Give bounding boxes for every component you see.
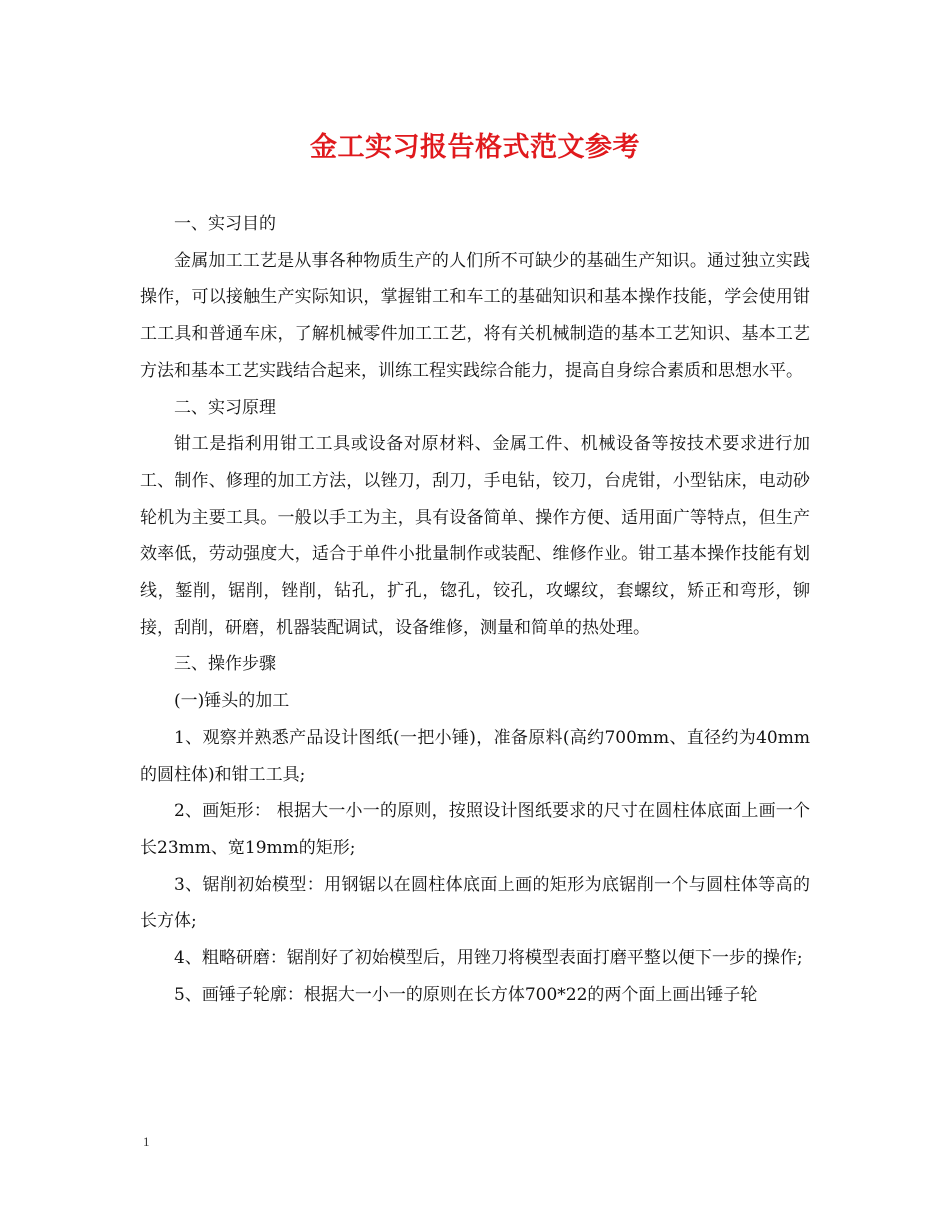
document-body bbox=[140, 206, 810, 1013]
document-title: 金工实习报告格式范文参考 bbox=[310, 132, 640, 163]
step-4: 4、粗略研磨：锯削好了初始模型后，用锉刀将模型表面打磨平整以便下一步的操作; bbox=[174, 948, 803, 969]
paragraph-principle: 钳工是指利用钳工工具或设备对原材料、金属工件、机械设备等按技术要求进行加工、制作、修理的加工方法，以锉刀，刮刀，手电钻，铰刀，台虎钳，小型钻床，电动砂轮机为主要工具。一般以手工为主，具有设备简单、操作方便、适用面广等特点，但生产效率低，劳动强度大，适合于单件小批量制作或装配、维修作业。钳工基本操作技能有划线，錾削，锯削，锉削，钻孔，扩孔，锪孔，铰孔，攻螺纹，套螺纹，矫正和弯形，铆接，刮削，研磨，机器装配调试，设备维修，测量和简单的热处理。 bbox=[140, 434, 810, 638]
paragraph-purpose: 金属加工工艺是从事各种物质生产的人们所不可缺少的基础生产知识。通过独立实践操作，可以接触生产实际知识，掌握钳工和车工的基础知识和基本操作技能，学会使用钳工工具和普通车床，了解机械零件加工工艺，将有关机械制造的基本工艺知识、基本工艺方法和基本工艺实践结合起来，训练工程实践综合能力，提高自身综合素质和思想水平。 bbox=[140, 250, 810, 381]
section-heading-steps: 三、操作步骤 bbox=[174, 654, 276, 675]
step-5: 5、画锤子轮廓：根据大一小一的原则在长方体700*22的两个面上画出锤子轮 bbox=[174, 984, 758, 1005]
step-2: 2、画矩形： 根据大一小一的原则，按照设计图纸要求的尺寸在圆柱体底面上画一个长23mm、宽19mm的矩形; bbox=[140, 801, 810, 858]
section-heading-principle: 二、实习原理 bbox=[174, 397, 276, 418]
step-3: 3、锯削初始模型：用钢锯以在圆柱体底面上画的矩形为底锯削一个与圆柱体等高的长方体; bbox=[140, 874, 810, 932]
section-heading-purpose: 一、实习目的 bbox=[174, 214, 276, 234]
step-1: 1、观察并熟悉产品设计图纸(一把小锤)，准备原料(高约700mm、直径约为40mm的圆柱体)和钳工工具; bbox=[140, 727, 810, 785]
page-number: 1 bbox=[143, 1134, 150, 1149]
subheading-hammer-head: (一)锤头的加工 bbox=[174, 691, 290, 712]
